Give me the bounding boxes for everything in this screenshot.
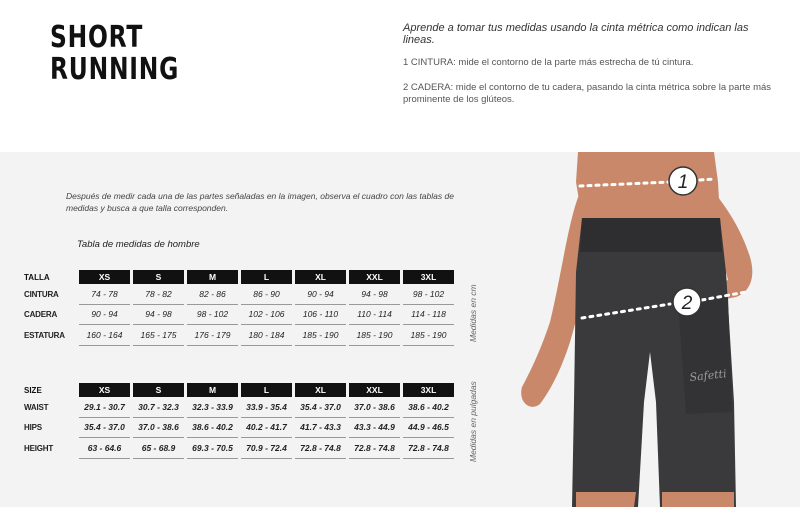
marker-1-label: 1 xyxy=(677,172,689,193)
table-cell: 72.8 - 74.8 xyxy=(403,438,454,459)
table-row xyxy=(24,325,454,346)
table-cell: 41.7 - 43.3 xyxy=(295,418,346,439)
table-cell: 35.4 - 37.0 xyxy=(295,397,346,418)
row-label: HEIGHT xyxy=(24,443,54,453)
table-cell: 180 - 184 xyxy=(241,325,292,346)
size-header: XXL xyxy=(349,270,400,284)
table-cell: 102 - 106 xyxy=(241,305,292,326)
table-row xyxy=(24,305,454,326)
marker-2-label: 2 xyxy=(681,293,693,314)
table-row xyxy=(24,438,454,459)
size-header: XS xyxy=(79,383,130,397)
table-cell: 37.0 - 38.6 xyxy=(133,418,184,439)
table-cell: 185 - 190 xyxy=(349,325,400,346)
size-header: S xyxy=(133,383,184,397)
inch-size-table xyxy=(24,383,454,459)
table-cell: 165 - 175 xyxy=(133,325,184,346)
table-cell: 32.3 - 33.9 xyxy=(187,397,238,418)
table-cell: 37.0 - 38.6 xyxy=(349,397,400,418)
table-cell: 90 - 94 xyxy=(79,305,130,326)
instruction-step-1: 1 CINTURA: mide el contorno de la parte más estrecha de tú cintura. xyxy=(403,57,694,68)
table-cell: 38.6 - 40.2 xyxy=(187,418,238,439)
row-label: HIPS xyxy=(24,423,42,433)
table-cell: 185 - 190 xyxy=(295,325,346,346)
cm-header-row xyxy=(24,270,454,284)
table-cell: 43.3 - 44.9 xyxy=(349,418,400,439)
table-cell: 33.9 - 35.4 xyxy=(241,397,292,418)
inch-axis-label: Medidas en pulgadas xyxy=(468,381,478,462)
table-cell: 40.2 - 41.7 xyxy=(241,418,292,439)
table-cell: 29.1 - 30.7 xyxy=(79,397,130,418)
inch-header-row xyxy=(24,383,454,397)
product-title xyxy=(50,22,179,86)
table-title: Tabla de medidas de hombre xyxy=(77,239,200,250)
table-cell: 94 - 98 xyxy=(349,284,400,305)
cm-size-table xyxy=(24,270,454,346)
table-cell: 160 - 164 xyxy=(79,325,130,346)
row-label: CADERA xyxy=(24,310,58,320)
instructions-intro: Aprende a tomar tus medidas usando la cinta métrica como indican las lineas. xyxy=(403,22,749,46)
table-cell: 30.7 - 32.3 xyxy=(133,397,184,418)
size-guide-section xyxy=(0,152,800,507)
size-header: XXL xyxy=(349,383,400,397)
row-label: ESTATURA xyxy=(24,330,65,340)
table-cell: 98 - 102 xyxy=(403,284,454,305)
table-cell: 63 - 64.6 xyxy=(79,438,130,459)
size-header: XL xyxy=(295,270,346,284)
cm-header-label: TALLA xyxy=(24,272,50,282)
size-header: M xyxy=(187,270,238,284)
title-line-1: SHORT xyxy=(50,20,144,55)
size-header: XS xyxy=(79,270,130,284)
size-header: 3XL xyxy=(403,270,454,284)
title-line-2: RUNNING xyxy=(50,52,180,87)
table-cell: 110 - 114 xyxy=(349,305,400,326)
table-cell: 90 - 94 xyxy=(295,284,346,305)
size-header: M xyxy=(187,383,238,397)
table-cell: 72.8 - 74.8 xyxy=(295,438,346,459)
guide-description: Después de medir cada una de las partes señaladas en la imagen, observa el cuadro con las tablas de medidas y busca a que talla corresponden. xyxy=(66,191,454,213)
table-cell: 35.4 - 37.0 xyxy=(79,418,130,439)
header-section xyxy=(0,0,800,152)
table-cell: 78 - 82 xyxy=(133,284,184,305)
table-cell: 106 - 110 xyxy=(295,305,346,326)
size-header: S xyxy=(133,270,184,284)
size-header: L xyxy=(241,383,292,397)
brand-logo: Safetti xyxy=(688,367,728,384)
table-cell: 38.6 - 40.2 xyxy=(403,397,454,418)
cm-axis-label: Medidas en cm xyxy=(468,284,478,342)
row-label: CINTURA xyxy=(24,289,59,299)
table-cell: 72.8 - 74.8 xyxy=(349,438,400,459)
table-cell: 185 - 190 xyxy=(403,325,454,346)
instruction-step-2: 2 CADERA: mide el contorno de tu cadera, pasando la cinta métrica sobre la parte más prominente de los glúteos. xyxy=(403,82,772,105)
table-cell: 94 - 98 xyxy=(133,305,184,326)
table-row xyxy=(24,397,454,418)
table-cell: 98 - 102 xyxy=(187,305,238,326)
table-cell: 114 - 118 xyxy=(403,305,454,326)
inch-header-label: SIZE xyxy=(24,385,42,395)
model-photo xyxy=(510,152,800,507)
size-header: XL xyxy=(295,383,346,397)
table-row xyxy=(24,418,454,439)
table-cell: 86 - 90 xyxy=(241,284,292,305)
table-cell: 82 - 86 xyxy=(187,284,238,305)
table-cell: 74 - 78 xyxy=(79,284,130,305)
table-row xyxy=(24,284,454,305)
table-cell: 69.3 - 70.5 xyxy=(187,438,238,459)
table-cell: 176 - 179 xyxy=(187,325,238,346)
shorts-waistband xyxy=(580,218,722,252)
size-header: L xyxy=(241,270,292,284)
size-header: 3XL xyxy=(403,383,454,397)
table-cell: 65 - 68.9 xyxy=(133,438,184,459)
table-cell: 70.9 - 72.4 xyxy=(241,438,292,459)
row-label: WAIST xyxy=(24,402,49,412)
table-cell: 44.9 - 46.5 xyxy=(403,418,454,439)
